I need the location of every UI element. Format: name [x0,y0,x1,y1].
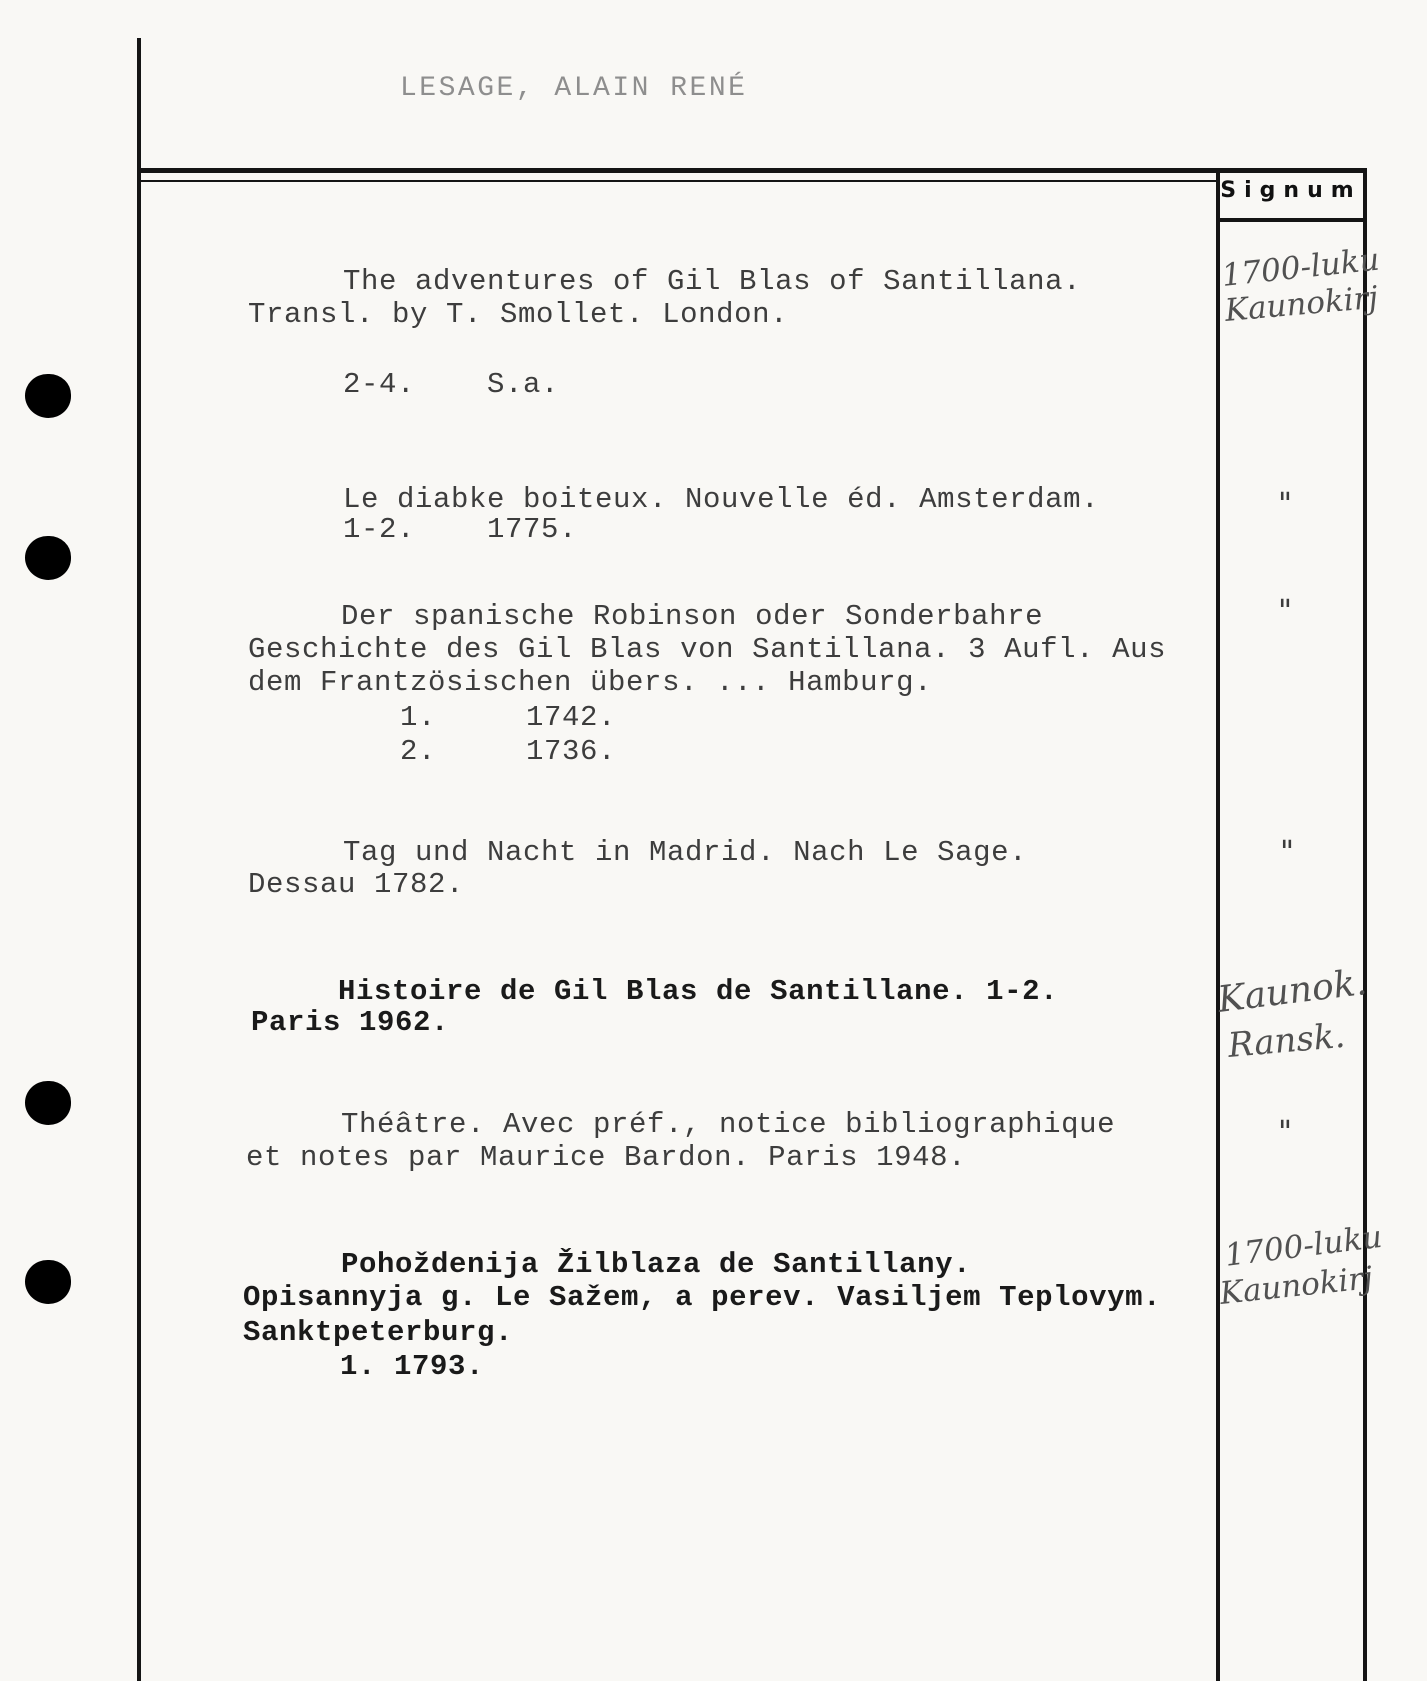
left-margin-rule [137,38,141,1681]
entry-line: Geschichte des Gil Blas von Santillana. 3 Aufl. Aus [248,633,1167,666]
entry-line: Histoire de Gil Blas de Santillane. 1-2. [338,975,1059,1008]
signum-handwritten-note: Kaunokirj [1218,1260,1375,1312]
signum-column-header: Signum [1220,178,1362,203]
hole-punch-dot [25,1260,71,1304]
author-heading: LESAGE, ALAIN RENÉ [400,73,748,104]
signum-ditto-mark: " [1278,835,1297,870]
entry-line: Le diabke boiteux. Nouvelle éd. Amsterdam. [343,483,1100,516]
entry-line: et notes par Maurice Bardon. Paris 1948. [246,1141,967,1174]
entry-line: The adventures of Gil Blas of Santillana. [343,265,1082,298]
entry-line: Der spanische Robinson oder Sonderbahre [341,600,1044,633]
top-rule-thin [137,180,1216,182]
signum-handwritten-note: Kaunok. [1215,961,1370,1021]
signum-handwritten-note: Kaunokirj [1223,279,1380,329]
entry-line: Opisannyja g. Le Sažem, a perev. Vasiljem Teplovym. [243,1281,1162,1314]
hole-punch-dot [25,536,71,580]
signum-column-left-rule [1216,168,1220,1681]
signum-ditto-mark: " [1276,487,1295,522]
signum-header-bottom-rule [1216,218,1367,222]
entry-line: Sanktpeterburg. [243,1316,514,1349]
entry-line: 1-2. 1775. [343,513,578,546]
signum-ditto-mark: " [1276,1115,1295,1150]
signum-column-right-rule [1363,168,1367,1681]
entry-line: 1. 1793. [340,1350,485,1383]
entry-line: 1. 1742. [400,701,617,734]
entry-line: dem Frantzösischen übers. ... Hamburg. [248,666,933,699]
entry-line: 2-4. S.a. [343,368,560,401]
signum-handwritten-note: Ransk. [1226,1015,1347,1066]
entry-line: Paris 1962. [251,1006,450,1039]
signum-handwritten-note: 1700-luku [1220,241,1382,294]
signum-handwritten-note: 1700-luku [1222,1218,1385,1274]
hole-punch-dot [25,1081,71,1125]
entry-line: Théâtre. Avec préf., notice bibliographique [341,1108,1116,1141]
signum-ditto-mark: " [1276,594,1295,629]
entry-line: 2. 1736. [400,735,617,768]
entry-line: Transl. by T. Smollet. London. [248,298,789,331]
entry-line: Pohoždenija Žilblaza de Santillany. [341,1248,972,1281]
hole-punch-dot [25,374,71,418]
entry-line: Tag und Nacht in Madrid. Nach Le Sage. [343,836,1028,869]
top-rule-thick [137,168,1367,173]
entry-line: Dessau 1782. [248,868,465,901]
